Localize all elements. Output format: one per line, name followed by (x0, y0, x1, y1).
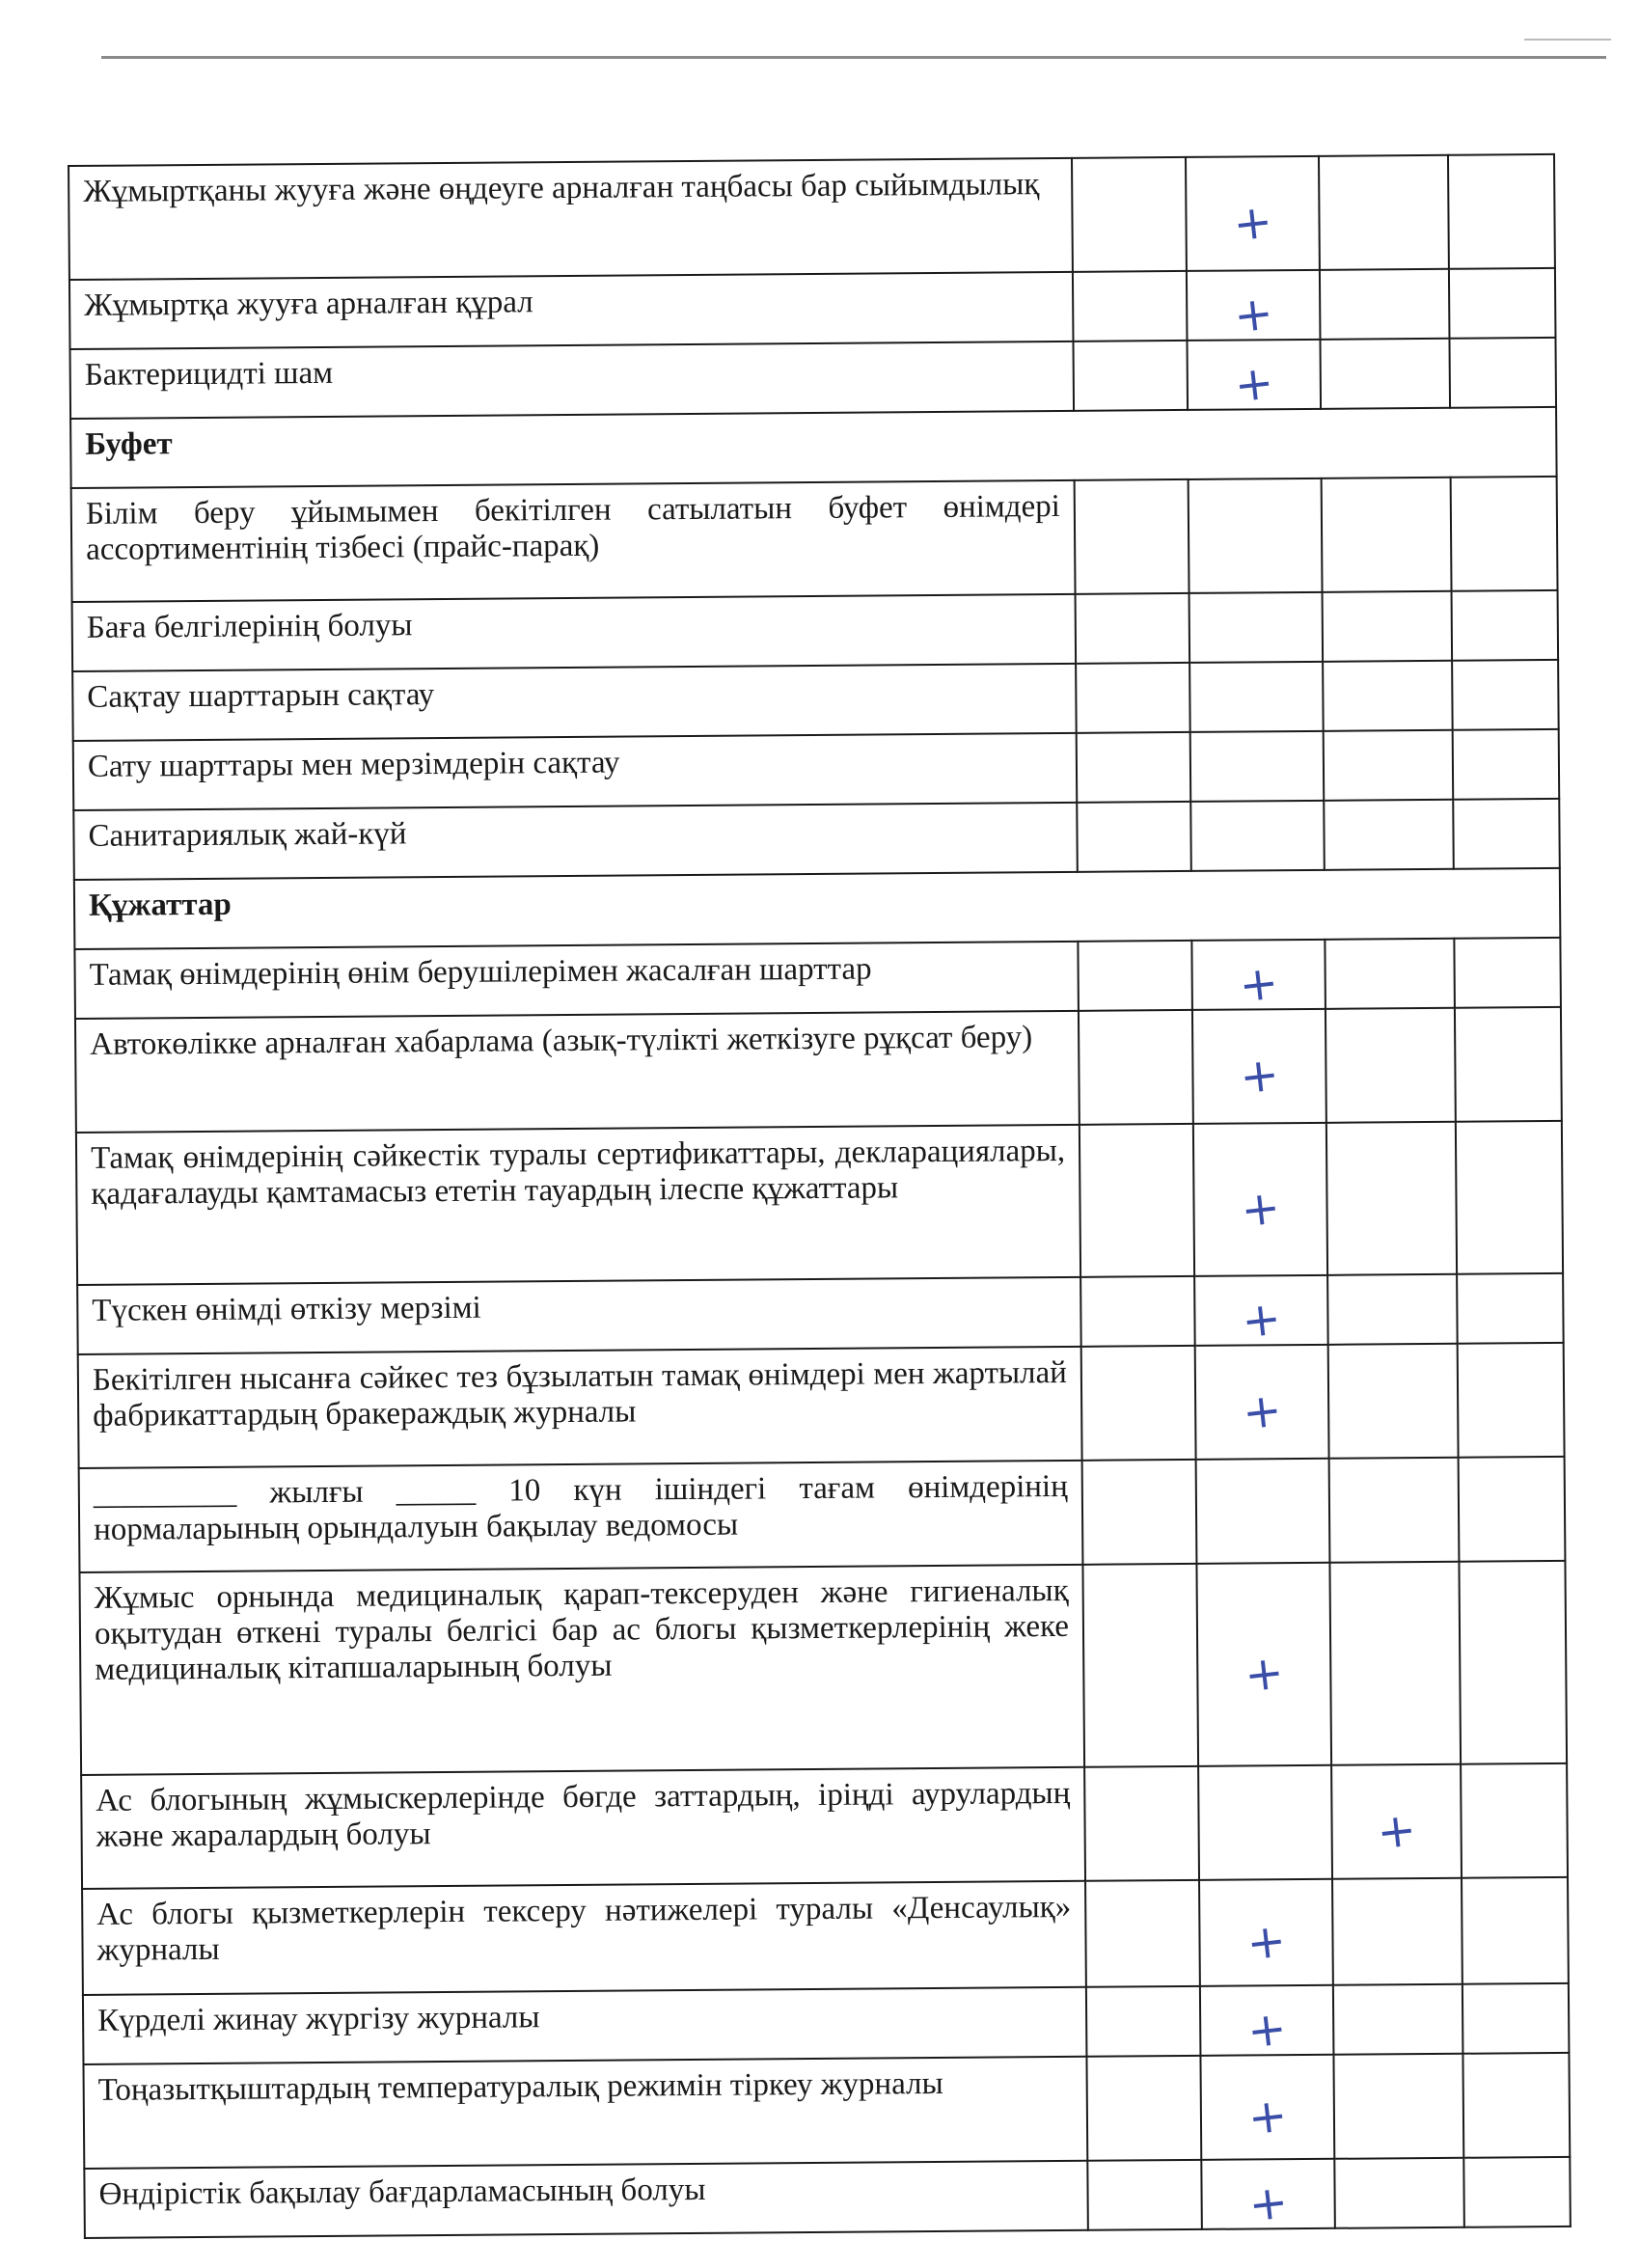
mark-cell-col-2 (1187, 340, 1321, 413)
mark-cell-col-2 (1196, 1459, 1330, 1564)
mark-cell-col-3 (1329, 1562, 1461, 1765)
mark-cell-col-3 (1326, 1122, 1457, 1275)
table-row (73, 799, 1560, 880)
mark-cell-col-4 (1462, 2053, 1570, 2158)
mark-cell-col-4 (1459, 1561, 1567, 1764)
mark-cell-col-3 (1324, 730, 1454, 801)
criterion-text: Білім беру ұйымымен бекітілген сатылатын буфет өнімдері ассортиментінің тізбесі (прайс-парақ) (71, 480, 1076, 602)
handwritten-plus-mark: + (1238, 1179, 1283, 1238)
criterion-text: _________ жылғы _____ 10 күн ішіндегі тағам өнімдерінің нормаларының орындалуын бақылау ведомосы (79, 1461, 1083, 1572)
mark-cell-col-3 (1327, 1274, 1458, 1345)
mark-cell-col-2 (1189, 592, 1324, 663)
mark-cell-col-2 (1193, 1123, 1327, 1276)
mark-cell-col-2 (1186, 156, 1320, 271)
section-row (74, 868, 1561, 949)
handwritten-plus-mark: + (1245, 2173, 1291, 2232)
mark-cell-col-1 (1077, 732, 1191, 803)
table-row (71, 477, 1558, 602)
mark-cell-col-4 (1463, 2157, 1571, 2227)
criterion-text: Автокөлікке арналған хабарлама (азық-түлікті жеткізуге рұқсат беру) (75, 1011, 1080, 1133)
mark-cell-col-1 (1076, 663, 1190, 733)
criterion-text: Тамақ өнімдерінің сәйкестік туралы сертификаттары, декларациялары, қадағалауды қамтамасыз ететін тауардың ілеспе құжаттары (76, 1125, 1080, 1285)
scan-page-edge (1524, 39, 1611, 41)
mark-cell-col-2 (1190, 731, 1325, 802)
mark-cell-col-4 (1462, 1983, 1570, 2054)
mark-cell-col-3 (1324, 800, 1454, 870)
criterion-text: Жұмыс орнында медициналық қарап-тексеруден және гигиеналық оқытудан өткені туралы белгісі бар ас блогы қызметкерлерінің жеке медициналық кітапшаларының болуы (79, 1565, 1084, 1775)
table-row (73, 729, 1560, 810)
section-row (70, 407, 1557, 488)
mark-cell-col-1 (1086, 2056, 1201, 2161)
mark-cell-col-1 (1081, 1346, 1196, 1461)
checklist-body (68, 154, 1571, 2238)
mark-cell-col-4 (1457, 1273, 1564, 1344)
mark-cell-col-1 (1085, 1880, 1200, 1987)
table-row (77, 1273, 1564, 1354)
mark-cell-col-2 (1189, 478, 1323, 593)
criterion-text: Түскен өнімді өткізу мерзімі (77, 1277, 1081, 1354)
mark-cell-col-4 (1452, 590, 1559, 661)
mark-cell-col-4 (1451, 477, 1558, 591)
criterion-text: Жұмыртқа жууға арналған құрал (69, 272, 1074, 349)
handwritten-plus-mark: + (1244, 2000, 1290, 2059)
table-row (75, 1007, 1562, 1133)
mark-cell-col-4 (1449, 268, 1556, 339)
table-row (82, 1877, 1569, 1995)
criterion-text: Бекітілген нысанға сәйкес тез бұзылатын тамақ өнімдері мен жартылай фабрикаттардың бракераждық журналы (78, 1347, 1082, 1468)
handwritten-plus-mark: + (1231, 285, 1276, 343)
criterion-text: Жұмыртқаны жууға және өңдеуге арналған таңбасы бар сыйымдылық (68, 158, 1073, 280)
criterion-text: Сату шарттары мен мерзімдерін сақтау (73, 733, 1078, 810)
table-row (79, 1561, 1567, 1775)
handwritten-plus-mark: + (1374, 1801, 1419, 1860)
mark-cell-col-3 (1323, 661, 1453, 731)
mark-cell-col-4 (1449, 338, 1556, 408)
mark-cell-col-2 (1189, 662, 1324, 732)
handwritten-plus-mark: + (1240, 1381, 1285, 1440)
scan-page-edge (101, 56, 1606, 59)
mark-cell-col-4 (1453, 729, 1560, 800)
handwritten-plus-mark: + (1230, 193, 1275, 252)
table-row (76, 1121, 1563, 1285)
mark-cell-col-1 (1080, 1124, 1194, 1277)
mark-cell-col-3 (1325, 939, 1455, 1009)
mark-cell-col-1 (1077, 802, 1191, 872)
mark-cell-col-2 (1196, 1563, 1331, 1766)
criterion-text: Бактерицидті шам (70, 342, 1075, 419)
mark-cell-col-4 (1452, 660, 1559, 730)
criterion-text: Күрделі жинау жүргізу журналы (83, 1987, 1087, 2064)
criterion-text: Сақтау шарттарын сақтау (72, 664, 1077, 741)
mark-cell-col-1 (1084, 1766, 1199, 1881)
mark-cell-col-1 (1078, 941, 1192, 1011)
mark-cell-col-4 (1455, 1007, 1562, 1122)
mark-cell-col-3 (1333, 1984, 1463, 2055)
handwritten-plus-mark: + (1237, 1046, 1282, 1105)
mark-cell-col-2 (1190, 801, 1325, 871)
mark-cell-col-3 (1333, 2054, 1463, 2159)
mark-cell-col-1 (1073, 271, 1188, 342)
table-row (83, 1983, 1570, 2064)
handwritten-plus-mark: + (1242, 1644, 1287, 1703)
mark-cell-col-4 (1458, 1343, 1565, 1458)
table-row (79, 1457, 1566, 1572)
criterion-text: Тоңазытқыштардың температуралық режимін тіркеу журналы (83, 2057, 1087, 2169)
mark-cell-col-4 (1459, 1457, 1566, 1562)
mark-cell-col-2 (1191, 940, 1326, 1013)
mark-cell-col-3 (1331, 1764, 1462, 1879)
mark-cell-col-4 (1462, 1877, 1569, 1984)
table-row (70, 338, 1557, 419)
table-row (69, 268, 1556, 349)
mark-cell-col-4 (1456, 1121, 1563, 1274)
table-row (83, 2053, 1570, 2169)
section-heading: Құжаттар (74, 868, 1561, 949)
mark-cell-col-1 (1073, 341, 1188, 411)
mark-cell-col-3 (1319, 155, 1449, 270)
handwritten-plus-mark: + (1236, 954, 1281, 1013)
mark-cell-col-1 (1076, 593, 1190, 664)
mark-cell-col-4 (1461, 1763, 1568, 1878)
table-row (72, 590, 1559, 671)
mark-cell-col-2 (1200, 1985, 1334, 2059)
handwritten-plus-mark: + (1239, 1290, 1284, 1349)
checklist-table (68, 153, 1572, 2239)
mark-cell-col-2 (1187, 270, 1321, 341)
mark-cell-col-1 (1086, 1986, 1201, 2057)
table-row (81, 1763, 1568, 1889)
mark-cell-col-1 (1075, 479, 1189, 594)
mark-cell-col-2 (1201, 2159, 1335, 2232)
table-row (84, 2157, 1571, 2238)
table-row (74, 938, 1561, 1019)
mark-cell-col-4 (1454, 938, 1561, 1008)
mark-cell-col-3 (1332, 1878, 1462, 1985)
mark-cell-col-2 (1199, 1879, 1333, 1986)
criterion-text: Өндірістік бақылау бағдарламасының болуы (84, 2161, 1088, 2238)
mark-cell-col-1 (1079, 1010, 1193, 1125)
mark-cell-col-3 (1326, 1008, 1456, 1123)
mark-cell-col-2 (1192, 1009, 1326, 1124)
criterion-text: Санитариялық жай-күй (73, 803, 1078, 880)
table-row (78, 1343, 1565, 1468)
mark-cell-col-4 (1448, 154, 1555, 269)
mark-cell-col-4 (1453, 799, 1560, 869)
mark-cell-col-3 (1320, 269, 1450, 340)
mark-cell-col-3 (1320, 339, 1450, 409)
mark-cell-col-2 (1200, 2055, 1334, 2160)
criterion-text: Баға белгілерінің болуы (72, 594, 1077, 671)
mark-cell-col-3 (1329, 1458, 1460, 1563)
mark-cell-col-1 (1082, 1460, 1197, 1565)
mark-cell-col-2 (1195, 1345, 1329, 1460)
section-heading: Буфет (70, 407, 1557, 488)
mark-cell-col-1 (1072, 157, 1187, 272)
handwritten-plus-mark: + (1244, 1912, 1289, 1971)
criterion-text: Тамақ өнімдерінің өнім берушілерімен жасалған шарттар (74, 942, 1079, 1019)
mark-cell-col-1 (1082, 1564, 1198, 1767)
table-row (72, 660, 1559, 741)
mark-cell-col-3 (1328, 1344, 1459, 1459)
criterion-text: Ас блогының жұмыскерлерінде бөгде заттардың, іріңді аурулардың және жаралардың болуы (81, 1767, 1085, 1889)
mark-cell-col-2 (1194, 1275, 1328, 1349)
handwritten-plus-mark: + (1244, 2087, 1291, 2145)
mark-cell-col-3 (1334, 2158, 1464, 2228)
mark-cell-col-1 (1087, 2160, 1202, 2230)
mark-cell-col-3 (1322, 478, 1452, 592)
handwritten-plus-mark: + (1231, 354, 1276, 413)
document-sheet (68, 153, 1570, 2268)
mark-cell-col-2 (1198, 1765, 1332, 1880)
mark-cell-col-1 (1080, 1276, 1195, 1347)
mark-cell-col-3 (1323, 591, 1453, 662)
criterion-text: Ас блогы қызметкерлерін тексеру нәтижелері туралы «Денсаулық» журналы (82, 1881, 1086, 1995)
table-row (68, 154, 1555, 280)
